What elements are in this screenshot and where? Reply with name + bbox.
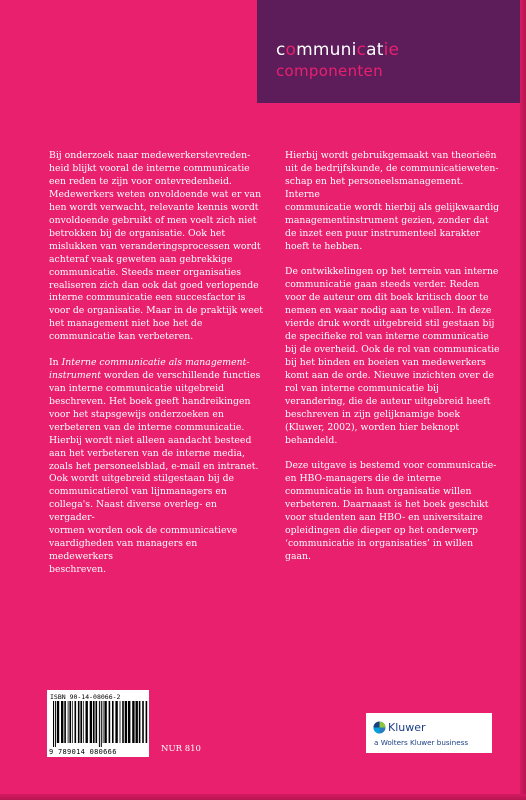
blurb-right-column: [285, 150, 500, 576]
bottom-shadow: [0, 794, 526, 800]
series-logo-mmuni: mmuni: [296, 40, 357, 60]
barcode-bar: [125, 701, 127, 743]
barcode-bar: [55, 701, 56, 747]
barcode-bar: [93, 701, 95, 743]
barcode-bar: [128, 701, 130, 743]
barcode-bar: [57, 701, 59, 743]
blurb-text: worden de verschillende functies van interne communicatie uitgebreid beschreven. Het boek geeft handreikingen voor het stapsgewijs onderzoeken en verbeteren van de interne communicatie. Hierbij wordt niet alleen aandacht besteed aan het verbeteren van de interne media, zoals het personeelsblad, e-mail en intranet. Ook wordt uitgebreid stilgestaan bij de communicatierol van lijnmanagers en collega's. Naast diverse overleg- en vergader- vormen worden ook de communicatieve vaardigheden van managers en medewerkers beschreven.: [49, 369, 261, 576]
barcode-bar: [61, 701, 63, 743]
kluwer-globe-icon: [373, 721, 386, 734]
barcode-bar: [101, 701, 102, 747]
isbn-barcode: [47, 690, 149, 757]
blurb-text: In: [49, 356, 62, 368]
blurb-paragraph: Bij onderzoek naar medewerkerstevreden- heid blijkt vooral de interne communicatie een reden te zijn voor ontevredenheid. Medewerkers weten onvoldoende wat er van hen wordt verwacht, relevante kennis wordt onvoldoende gebruikt of men voelt zich niet betrokken bij de organisatie. Ook het mislukken van veranderingsprocessen wordt achteraf vaak geweten aan gebrekkige communicatie. Steeds meer organisaties realiseren zich dan ook dat goed verlopende interne communicatie een succesfactor is voor de organisatie. Maar in de praktijk weet het management niet hoe het de communicatie kan verbeteren.: [49, 150, 263, 343]
ean-number: 9 789014 080666: [49, 748, 117, 756]
barcode-bar: [142, 701, 144, 743]
blurb-paragraph: [49, 357, 264, 577]
series-logo-dot: ie: [383, 40, 400, 60]
barcode-bar: [132, 701, 134, 743]
barcode-bar: [139, 701, 141, 743]
barcode-bar: [109, 701, 111, 743]
barcode-bar: [53, 701, 54, 747]
series-logo-dot: c: [356, 40, 367, 60]
barcode-bar: [78, 701, 80, 743]
barcode-bar: [112, 701, 114, 743]
nur-code: NUR 810: [161, 744, 201, 754]
publisher-tagline: a Wolters Kluwer business: [374, 738, 469, 747]
barcode-bar: [104, 701, 106, 743]
barcode-bar: [80, 701, 82, 743]
blurb-paragraph: Hierbij wordt gebruikgemaakt van theorieën uit de bedrijfskunde, de communicatieweten- schap en het personeelsmanagement. Interne communicatie wordt hierbij als gelijkwaardig managementinstrument gezien, zonder dat de inzet een puur instrumenteel karakter hoeft te hebben.: [285, 150, 500, 252]
series-logo-dot: o: [285, 40, 297, 60]
series-logo-c: c: [276, 40, 286, 60]
publisher-logo: [366, 713, 492, 753]
barcode-bar: [122, 701, 124, 743]
barcode-bar: [96, 701, 98, 743]
barcode-bar: [103, 701, 104, 743]
barcode-bar: [72, 701, 73, 743]
blurb-paragraph: Deze uitgave is bestemd voor communicatie- en HBO-managers die de interne communicatie in hun organisatie willen verbeteren. Daarnaast is het boek geschikt voor studenten aan HBO- en universitaire opleidingen die dieper op het onderwerp ‘communicatie in organisaties’ in willen gaan.: [285, 460, 497, 562]
publisher-name: Kluwer: [388, 721, 426, 734]
barcode-bar: [99, 701, 100, 747]
blurb-paragraph: De ontwikkelingen op het terrein van interne communicatie gaan steeds verder. Reden voor de auteur om dit boek kritisch door te nemen en waar nodig aan te vullen. In deze vierde druk wordt uitgebreid stil gestaan bij de specifieke rol van interne communicatie bij de overheid. Ook de rol van communicatie bij het binden en boeien van medewerkers komt aan de orde. Nieuwe inzichten over de rol van interne communicatie bij verandering, die de auteur uitgebreid heeft beschreven in zijn gelijknamige boek (Kluwer, 2002), worden hier beknopt behandeld.: [285, 266, 500, 446]
series-logo-at: at: [366, 40, 384, 60]
book-title: Interne communicatie als management- instrument: [49, 356, 250, 381]
barcode-bar: [83, 701, 84, 743]
series-logo-line2: componenten: [276, 62, 383, 80]
barcode-bars: [52, 701, 148, 747]
spine-shadow: [520, 0, 526, 800]
isbn-number: ISBN 90-14-08066-2: [50, 693, 121, 701]
barcode-bar: [120, 701, 121, 743]
barcode-bar: [115, 701, 117, 743]
barcode-bar: [75, 701, 77, 743]
barcode-bar: [69, 701, 71, 743]
barcode-bar: [136, 701, 138, 743]
barcode-bar: [68, 701, 69, 743]
barcode-bar: [146, 701, 148, 743]
barcode-bar: [64, 701, 66, 743]
blurb-left-column: [49, 150, 264, 590]
series-logo-line1: [276, 40, 399, 60]
barcode-bar: [86, 701, 88, 743]
barcode-bar: [90, 701, 92, 743]
